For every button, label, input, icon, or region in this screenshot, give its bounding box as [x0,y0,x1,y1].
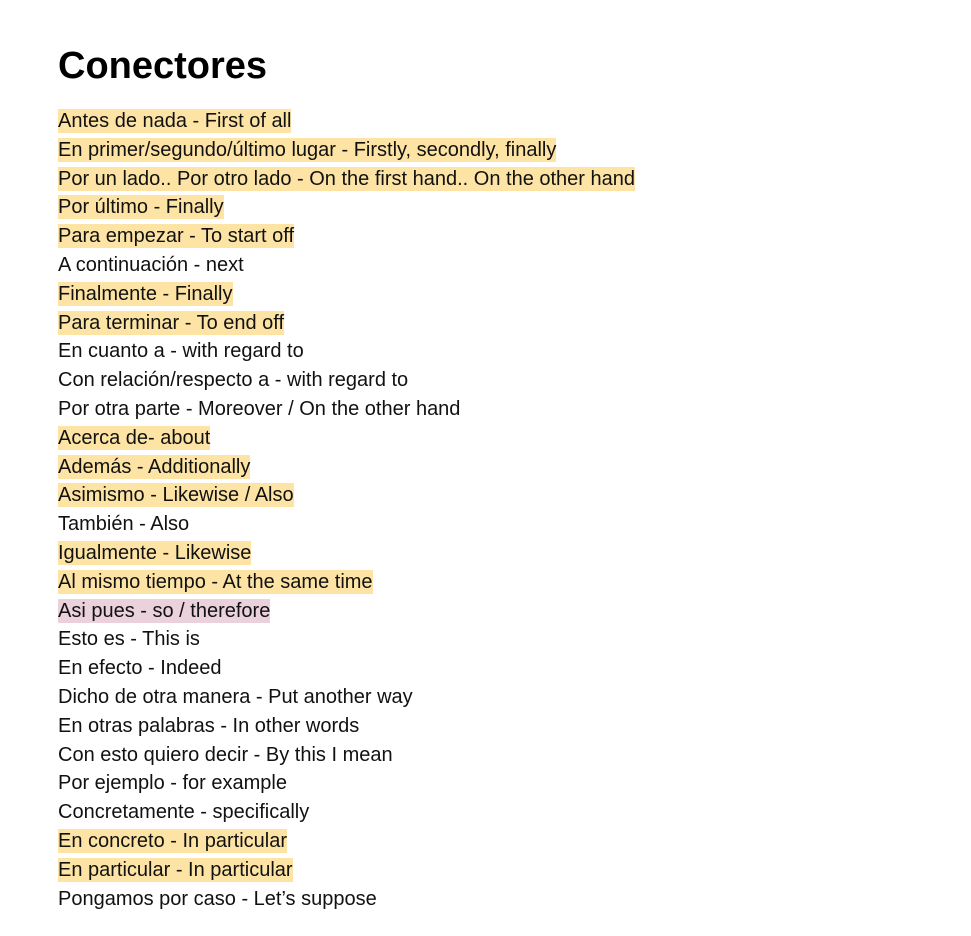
connector-list [58,107,635,913]
list-item-text: Por último - Finally [58,196,224,219]
list-item-text: Asi pues - so / therefore [58,599,271,622]
list-item-text: Para empezar - To start off [58,225,295,248]
list-item-text: En otras palabras - In other words [58,714,360,737]
list-item [58,741,635,770]
list-item-text: Con esto quiero decir - By this I mean [58,743,393,766]
list-item [58,885,635,914]
list-item-text: Por un lado.. Por otro lado - On the first hand.. On the other hand [58,167,636,190]
list-item [58,107,635,136]
list-item [58,625,635,654]
list-item-text: En concreto - In particular [58,829,287,852]
list-item [58,827,635,856]
list-item-text: En primer/segundo/último lugar - Firstly, secondly, finally [58,138,557,161]
list-item-text: Pongamos por caso - Let’s suppose [58,887,377,910]
list-item-text: Concretamente - specifically [58,801,310,824]
list-item-text: También - Also [58,513,190,536]
list-item [58,395,635,424]
list-item-text: Acerca de- about [58,426,211,449]
list-item [58,712,635,741]
list-item [58,424,635,453]
list-item-text: Con relación/respecto a - with regard to [58,369,409,392]
list-item [58,165,635,194]
list-item [58,193,635,222]
list-item [58,481,635,510]
list-item-text: Dicho de otra manera - Put another way [58,685,413,708]
list-item [58,568,635,597]
list-item-text: Además - Additionally [58,455,251,478]
list-item [58,539,635,568]
list-item [58,856,635,885]
list-item [58,251,635,280]
list-item [58,222,635,251]
list-item [58,597,635,626]
list-item-text: Esto es - This is [58,628,200,651]
page-title: Conectores [58,45,268,87]
list-item-text: En efecto - Indeed [58,657,222,680]
list-item [58,337,635,366]
list-item-text: Por ejemplo - for example [58,772,287,795]
list-item [58,366,635,395]
list-item-text: A continuación - next [58,253,244,276]
list-item [58,769,635,798]
list-item [58,510,635,539]
list-item-text: Por otra parte - Moreover / On the other hand [58,397,461,420]
list-item-text: Para terminar - To end off [58,311,285,334]
list-item-text: Finalmente - Finally [58,282,233,305]
list-item-text: Antes de nada - First of all [58,110,292,132]
list-item [58,136,635,165]
list-item-text: Asimismo - Likewise / Also [58,484,294,507]
list-item [58,309,635,338]
list-item-text: En particular - In particular [58,858,293,881]
list-item [58,654,635,683]
list-item-text: En cuanto a - with regard to [58,340,304,363]
list-item [58,683,635,712]
list-item [58,453,635,482]
list-item-text: Al mismo tiempo - At the same time [58,570,373,593]
list-item-text: Igualmente - Likewise [58,541,252,564]
list-item [58,798,635,827]
list-item [58,280,635,309]
